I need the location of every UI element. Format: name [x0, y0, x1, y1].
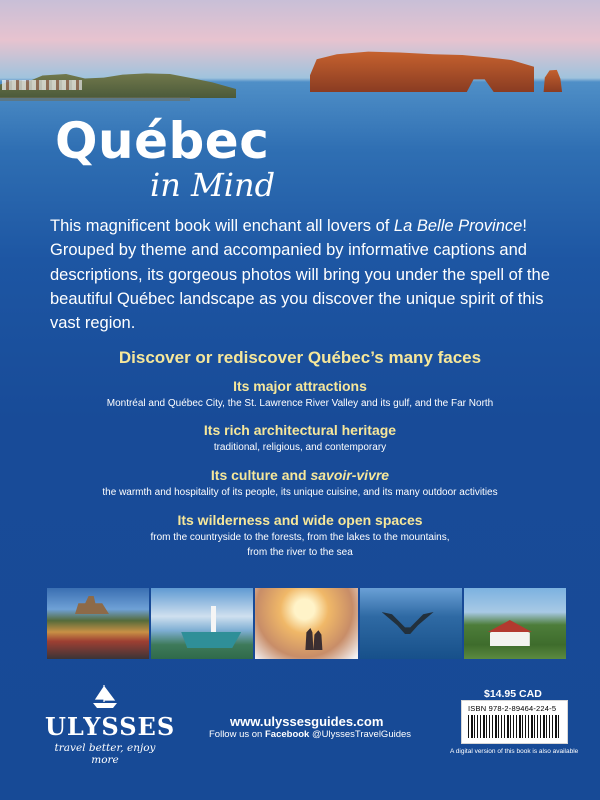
book-subtitle: in Mind [150, 166, 276, 204]
photo-whale-tail [360, 588, 462, 659]
isbn-number: ISBN 978-2-89464-224-5 [468, 704, 557, 713]
barcode-icon [468, 715, 560, 738]
section-text: traditional, religious, and contemporary [213, 442, 387, 453]
intro-emphasis: La Belle Province [393, 217, 523, 235]
digital-version-note: A digital version of this book is also available [450, 748, 579, 755]
section-text-line-2: from the river to the sea [247, 547, 353, 558]
brand-name: ULYSSES [45, 712, 176, 741]
follow-prefix: Follow us on [209, 729, 265, 740]
isbn-barcode-box [461, 700, 568, 744]
village-shape [2, 80, 82, 90]
section-text: Montréal and Québec City, the St. Lawrence River Valley and its gulf, and the Far North [106, 398, 494, 409]
section-culture [0, 467, 600, 500]
intro-paragraph [50, 214, 570, 335]
section-architecture [0, 422, 600, 455]
faces-heading: Discover or rediscover Québec’s many faces [118, 348, 482, 367]
section-heading-start: Its culture and [210, 467, 311, 483]
price-label: $14.95 CAD [484, 688, 542, 700]
boat-shape [181, 632, 241, 648]
section-heading [0, 467, 600, 483]
follow-platform: Facebook [264, 729, 310, 740]
photo-quebec-city [47, 588, 149, 659]
publisher-logo [45, 684, 176, 766]
follow-handle: @UlyssesTravelGuides [309, 729, 412, 740]
photo-countryside-house [464, 588, 566, 659]
photo-lighthouse-boat [151, 588, 253, 659]
photo-winter-walk [255, 588, 357, 659]
section-heading: Its major attractions [233, 378, 367, 394]
section-text-line-1: from the countryside to the forests, from the lakes to the mountains, [150, 532, 450, 543]
section-text [0, 530, 600, 560]
book-title: Québec [55, 112, 270, 170]
roof-shape [488, 620, 532, 632]
ship-icon [90, 684, 120, 710]
walkers-shape [303, 628, 323, 650]
intro-text-start: This magnificent book will enchant all lovers of [50, 217, 394, 235]
section-text: the warmth and hospitality of its people, its unique cuisine, and its many outdoor activities [102, 487, 498, 498]
lighthouse-shape [211, 606, 216, 632]
whale-tail-shape [382, 612, 434, 634]
facebook-follow[interactable] [209, 729, 411, 740]
section-heading: Its rich architectural heritage [203, 422, 397, 438]
section-heading-italic: savoir-vivre [310, 467, 390, 483]
shoreline-shape [0, 97, 190, 101]
section-heading: Its wilderness and wide open spaces [177, 512, 423, 528]
chateau-shape [75, 596, 109, 614]
website-link[interactable]: www.ulyssesguides.com [230, 714, 384, 729]
intro-text-end: ! Grouped by theme and accompanied by informative captions and descriptions, its gorgeous photos will bring you under the spell of the beautiful Québec landscape as you discover the unique spirit of this vast region. [50, 217, 550, 333]
section-wilderness [0, 512, 600, 560]
brand-tagline: travel better, enjoy more [54, 742, 156, 766]
section-attractions [0, 378, 600, 411]
photo-strip [47, 588, 566, 659]
